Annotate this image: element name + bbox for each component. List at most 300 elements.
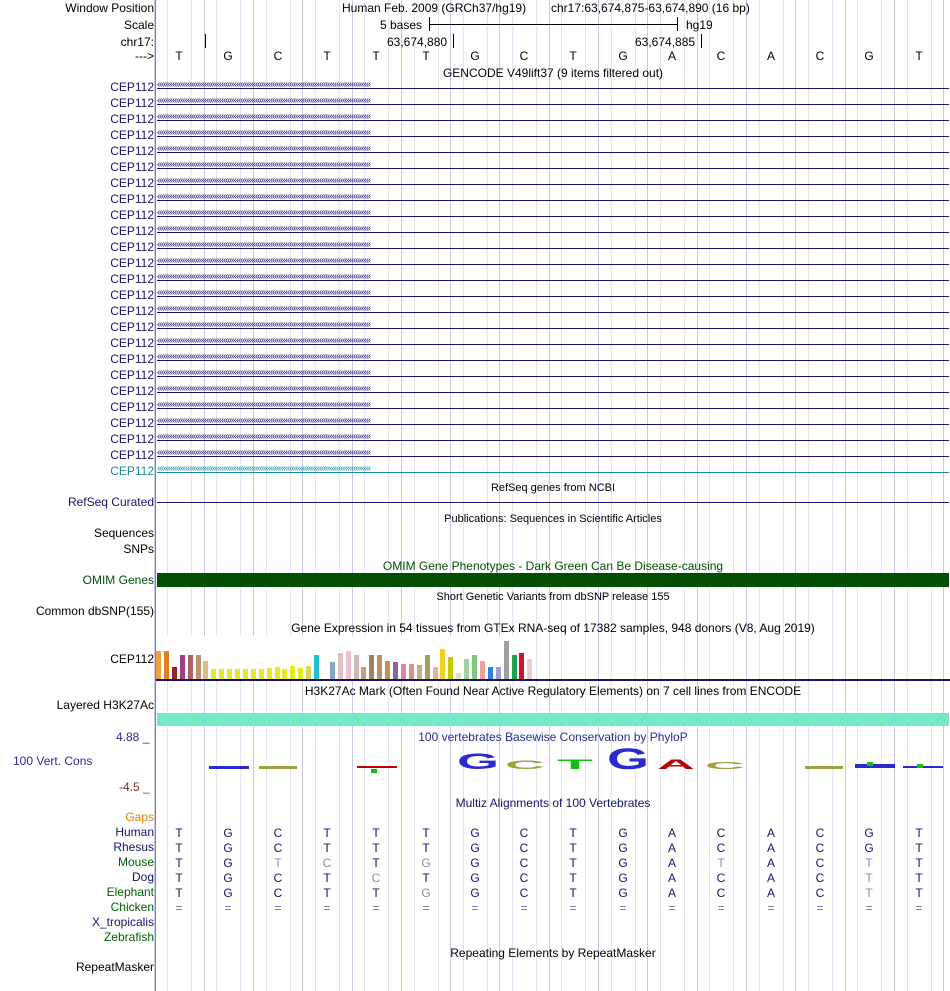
- multiz-base: G: [864, 826, 874, 840]
- gtex-tissue-bar[interactable]: [306, 666, 311, 679]
- multiz-base: G: [223, 871, 233, 885]
- multiz-base: T: [175, 856, 183, 870]
- multiz-species-label[interactable]: Mouse: [117, 855, 154, 869]
- chrom-label: chr17:: [120, 35, 154, 49]
- multiz-base: T: [865, 856, 873, 870]
- gtex-tissue-bar[interactable]: [290, 666, 295, 679]
- gtex-tissue-bar[interactable]: [235, 669, 240, 679]
- multiz-base: C: [322, 856, 332, 870]
- gtex-tissue-bar[interactable]: [282, 669, 287, 679]
- multiz-species-label[interactable]: X_tropicalis: [91, 915, 154, 929]
- gtex-tissue-bar[interactable]: [354, 655, 359, 679]
- multiz-base: G: [223, 841, 233, 855]
- multiz-base: T: [175, 826, 183, 840]
- multiz-base: T: [915, 841, 923, 855]
- gencode-title: GENCODE V49lift37 (9 items filtered out): [442, 66, 664, 80]
- gtex-tissue-bar[interactable]: [417, 665, 422, 679]
- multiz-base: T: [569, 886, 577, 900]
- multiz-base: T: [422, 841, 430, 855]
- gencode-transcript[interactable]: [157, 367, 949, 382]
- db-text: hg19: [686, 18, 713, 32]
- multiz-base: T: [915, 886, 923, 900]
- gencode-transcript[interactable]: [157, 191, 949, 206]
- gtex-tissue-bar[interactable]: [227, 669, 232, 679]
- strand-arrows: ‹‹‹‹‹‹‹‹‹‹‹‹‹‹‹‹‹‹‹‹‹‹‹‹‹‹‹‹‹‹‹‹‹‹‹‹‹‹‹‹‹‹‹‹‹‹‹‹‹‹‹‹‹‹‹‹‹‹‹‹‹‹‹‹‹‹‹‹‹‹‹‹‹‹‹‹‹‹‹‹‹‹‹‹‹‹‹‹‹‹‹‹‹‹‹‹‹‹‹‹: [157, 271, 371, 282]
- multiz-base: C: [815, 871, 825, 885]
- gtex-tissue-bar[interactable]: [211, 669, 216, 679]
- multiz-base: G: [470, 856, 480, 870]
- multiz-base: T: [569, 826, 577, 840]
- multiz-base: C: [716, 886, 726, 900]
- h3k27ac-label[interactable]: Layered H3K27Ac: [56, 698, 154, 712]
- gencode-transcript[interactable]: [157, 223, 949, 238]
- coord-label-2: 63,674,885: [635, 35, 696, 49]
- gencode-transcript[interactable]: [157, 319, 949, 334]
- refseq-line[interactable]: [157, 502, 949, 503]
- gencode-row-label[interactable]: CEP112: [110, 144, 154, 158]
- gencode-row-label[interactable]: CEP112: [110, 288, 154, 302]
- phylop-letter-a: A: [657, 756, 695, 772]
- scale-bar: [430, 24, 677, 25]
- strand-arrows: ‹‹‹‹‹‹‹‹‹‹‹‹‹‹‹‹‹‹‹‹‹‹‹‹‹‹‹‹‹‹‹‹‹‹‹‹‹‹‹‹‹‹‹‹‹‹‹‹‹‹‹‹‹‹‹‹‹‹‹‹‹‹‹‹‹‹‹‹‹‹‹‹‹‹‹‹‹‹‹‹‹‹‹‹‹‹‹‹‹‹‹‹‹‹‹‹‹‹‹‹: [157, 191, 371, 202]
- gencode-row-label[interactable]: CEP112: [110, 352, 154, 366]
- omim-feature-bar[interactable]: [157, 573, 949, 587]
- gencode-row-label[interactable]: CEP112: [110, 192, 154, 206]
- gtex-tissue-bar[interactable]: [314, 655, 319, 679]
- gtex-tissue-bar[interactable]: [361, 667, 366, 679]
- gtex-tissue-bar[interactable]: [464, 659, 469, 679]
- strand-arrows: ‹‹‹‹‹‹‹‹‹‹‹‹‹‹‹‹‹‹‹‹‹‹‹‹‹‹‹‹‹‹‹‹‹‹‹‹‹‹‹‹‹‹‹‹‹‹‹‹‹‹‹‹‹‹‹‹‹‹‹‹‹‹‹‹‹‹‹‹‹‹‹‹‹‹‹‹‹‹‹‹‹‹‹‹‹‹‹‹‹‹‹‹‹‹‹‹‹‹‹‹: [157, 351, 371, 362]
- gencode-row-label[interactable]: CEP112: [110, 272, 154, 286]
- strand-arrows: ‹‹‹‹‹‹‹‹‹‹‹‹‹‹‹‹‹‹‹‹‹‹‹‹‹‹‹‹‹‹‹‹‹‹‹‹‹‹‹‹‹‹‹‹‹‹‹‹‹‹‹‹‹‹‹‹‹‹‹‹‹‹‹‹‹‹‹‹‹‹‹‹‹‹‹‹‹‹‹‹‹‹‹‹‹‹‹‹‹‹‹‹‹‹‹‹‹‹‹‹: [157, 367, 371, 378]
- multiz-base: T: [915, 856, 923, 870]
- gencode-transcript[interactable]: [157, 79, 949, 94]
- gencode-transcript[interactable]: [157, 431, 949, 446]
- multiz-base: C: [716, 826, 726, 840]
- multiz-species-label[interactable]: Dog: [131, 870, 154, 884]
- strand-arrows: ‹‹‹‹‹‹‹‹‹‹‹‹‹‹‹‹‹‹‹‹‹‹‹‹‹‹‹‹‹‹‹‹‹‹‹‹‹‹‹‹‹‹‹‹‹‹‹‹‹‹‹‹‹‹‹‹‹‹‹‹‹‹‹‹‹‹‹‹‹‹‹‹‹‹‹‹‹‹‹‹‹‹‹‹‹‹‹‹‹‹‹‹‹‹‹‹‹‹‹‹: [157, 127, 371, 138]
- gtex-tissue-bar[interactable]: [196, 655, 201, 679]
- multiz-base: =: [619, 901, 627, 915]
- gtex-tissue-bar[interactable]: [346, 651, 351, 679]
- gtex-tissue-bar[interactable]: [298, 668, 303, 679]
- scale-bar-left-tick: [429, 17, 430, 31]
- phylop-letter-t: T: [557, 756, 595, 772]
- multiz-base: T: [865, 886, 873, 900]
- multiz-base: =: [569, 901, 577, 915]
- phylop-mark-c: [259, 766, 297, 769]
- sequence-base: C: [716, 49, 726, 63]
- coord-tick-0: [205, 34, 206, 48]
- multiz-base: T: [175, 871, 183, 885]
- scale-label: Scale: [123, 18, 154, 32]
- phylop-letter-g1: G: [457, 749, 499, 774]
- gencode-transcript[interactable]: [157, 159, 949, 174]
- sequence-base: T: [372, 49, 380, 63]
- gencode-row-label[interactable]: CEP112: [110, 256, 154, 270]
- gtex-bar-chart[interactable]: [156, 636, 536, 679]
- gencode-transcript[interactable]: [157, 399, 949, 414]
- multiz-base: =: [717, 901, 725, 915]
- multiz-base: T: [323, 871, 331, 885]
- strand-arrows: ‹‹‹‹‹‹‹‹‹‹‹‹‹‹‹‹‹‹‹‹‹‹‹‹‹‹‹‹‹‹‹‹‹‹‹‹‹‹‹‹‹‹‹‹‹‹‹‹‹‹‹‹‹‹‹‹‹‹‹‹‹‹‹‹‹‹‹‹‹‹‹‹‹‹‹‹‹‹‹‹‹‹‹‹‹‹‹‹‹‹‹‹‹‹‹‹‹‹‹‹: [157, 223, 371, 234]
- gencode-row-label[interactable]: CEP112: [110, 464, 154, 478]
- scale-text: 5 bases: [380, 18, 423, 32]
- multiz-base: =: [915, 901, 923, 915]
- multiz-base: A: [766, 886, 775, 900]
- gtex-tissue-bar[interactable]: [433, 667, 438, 679]
- sequence-base: T: [175, 49, 183, 63]
- sequence-base: G: [864, 49, 874, 63]
- gencode-transcript[interactable]: [157, 255, 949, 270]
- multiz-base: G: [421, 856, 431, 870]
- multiz-base: C: [273, 826, 283, 840]
- gtex-tissue-bar[interactable]: [519, 653, 524, 679]
- multiz-base: G: [618, 856, 628, 870]
- gencode-row-label[interactable]: CEP112: [110, 176, 154, 190]
- gencode-transcript[interactable]: [157, 271, 949, 286]
- multiz-base: =: [816, 901, 824, 915]
- multiz-base: G: [223, 856, 233, 870]
- gtex-tissue-bar[interactable]: [448, 657, 453, 679]
- phylop-label[interactable]: 100 Vert. Cons: [13, 754, 93, 768]
- gtex-tissue-bar[interactable]: [512, 655, 517, 679]
- phylop-ymax: 4.88 _: [116, 730, 150, 744]
- gtex-tissue-bar[interactable]: [251, 669, 256, 679]
- multiz-base: =: [471, 901, 479, 915]
- publications-title: Publications: Sequences in Scientific Articles: [444, 513, 662, 525]
- gencode-transcript[interactable]: [157, 303, 949, 318]
- multiz-base: T: [422, 826, 430, 840]
- multiz-base: T: [372, 856, 380, 870]
- gtex-tissue-bar[interactable]: [409, 664, 414, 679]
- multiz-base: G: [618, 826, 628, 840]
- sequence-base: C: [519, 49, 529, 63]
- gaps-label[interactable]: Gaps: [125, 810, 154, 824]
- phylop-mark-t5: [917, 764, 923, 768]
- gtex-tissue-bar[interactable]: [527, 659, 532, 679]
- gtex-tissue-bar[interactable]: [504, 641, 509, 679]
- gtex-title: Gene Expression in 54 tissues from GTEx RNA-seq of 17382 samples, 948 donors (V8, Aug 2019): [291, 621, 815, 635]
- gtex-tissue-bar[interactable]: [440, 649, 445, 679]
- gtex-tissue-bar[interactable]: [472, 655, 477, 679]
- sequence-base: G: [618, 49, 628, 63]
- multiz-base: =: [224, 901, 232, 915]
- multiz-species-label[interactable]: Human: [115, 825, 154, 839]
- sequence-base: C: [273, 49, 283, 63]
- gtex-tissue-bar[interactable]: [172, 667, 177, 679]
- snps-label[interactable]: SNPs: [123, 542, 154, 556]
- multiz-base: G: [618, 871, 628, 885]
- multiz-base: A: [667, 886, 676, 900]
- multiz-base: T: [569, 841, 577, 855]
- multiz-species-label[interactable]: Chicken: [110, 900, 154, 914]
- position-text[interactable]: chr17:63,674,875-63,674,890 (16 bp): [551, 1, 750, 15]
- strand-arrows: ‹‹‹‹‹‹‹‹‹‹‹‹‹‹‹‹‹‹‹‹‹‹‹‹‹‹‹‹‹‹‹‹‹‹‹‹‹‹‹‹‹‹‹‹‹‹‹‹‹‹‹‹‹‹‹‹‹‹‹‹‹‹‹‹‹‹‹‹‹‹‹‹‹‹‹‹‹‹‹‹‹‹‹‹‹‹‹‹‹‹‹‹‹‹‹‹‹‹‹‹: [157, 255, 371, 266]
- gtex-tissue-bar[interactable]: [203, 661, 208, 679]
- multiz-base: =: [865, 901, 873, 915]
- strand-arrows: ‹‹‹‹‹‹‹‹‹‹‹‹‹‹‹‹‹‹‹‹‹‹‹‹‹‹‹‹‹‹‹‹‹‹‹‹‹‹‹‹‹‹‹‹‹‹‹‹‹‹‹‹‹‹‹‹‹‹‹‹‹‹‹‹‹‹‹‹‹‹‹‹‹‹‹‹‹‹‹‹‹‹‹‹‹‹‹‹‹‹‹‹‹‹‹‹‹‹‹‹: [157, 207, 371, 218]
- gtex-tissue-bar[interactable]: [267, 668, 272, 679]
- sequence-base: T: [323, 49, 331, 63]
- gencode-transcript[interactable]: [157, 463, 949, 478]
- gtex-tissue-bar[interactable]: [156, 651, 161, 679]
- multiz-base: C: [371, 871, 381, 885]
- gencode-row-label[interactable]: CEP112: [110, 448, 154, 462]
- multiz-base: A: [766, 841, 775, 855]
- phylop-mark-t2: [371, 769, 377, 773]
- multiz-base: C: [273, 886, 283, 900]
- gencode-row-label[interactable]: CEP112: [110, 320, 154, 334]
- gtex-tissue-bar[interactable]: [393, 662, 398, 679]
- gtex-tissue-bar[interactable]: [480, 661, 485, 679]
- multiz-base: T: [274, 856, 282, 870]
- sequence-base: A: [766, 49, 775, 63]
- multiz-base: C: [716, 871, 726, 885]
- sequence-base: T: [915, 49, 923, 63]
- strand-arrows: ‹‹‹‹‹‹‹‹‹‹‹‹‹‹‹‹‹‹‹‹‹‹‹‹‹‹‹‹‹‹‹‹‹‹‹‹‹‹‹‹‹‹‹‹‹‹‹‹‹‹‹‹‹‹‹‹‹‹‹‹‹‹‹‹‹‹‹‹‹‹‹‹‹‹‹‹‹‹‹‹‹‹‹‹‹‹‹‹‹‹‹‹‹‹‹‹‹‹‹‹: [157, 95, 371, 106]
- gencode-transcript[interactable]: [157, 143, 949, 158]
- strand-arrows: ‹‹‹‹‹‹‹‹‹‹‹‹‹‹‹‹‹‹‹‹‹‹‹‹‹‹‹‹‹‹‹‹‹‹‹‹‹‹‹‹‹‹‹‹‹‹‹‹‹‹‹‹‹‹‹‹‹‹‹‹‹‹‹‹‹‹‹‹‹‹‹‹‹‹‹‹‹‹‹‹‹‹‹‹‹‹‹‹‹‹‹‹‹‹‹‹‹‹‹‹: [157, 79, 371, 90]
- multiz-base: G: [470, 886, 480, 900]
- phylop-mark-g: [209, 766, 249, 769]
- strand-arrows: ‹‹‹‹‹‹‹‹‹‹‹‹‹‹‹‹‹‹‹‹‹‹‹‹‹‹‹‹‹‹‹‹‹‹‹‹‹‹‹‹‹‹‹‹‹‹‹‹‹‹‹‹‹‹‹‹‹‹‹‹‹‹‹‹‹‹‹‹‹‹‹‹‹‹‹‹‹‹‹‹‹‹‹‹‹‹‹‹‹‹‹‹‹‹‹‹‹‹‹‹: [157, 383, 371, 394]
- strand-arrows: ‹‹‹‹‹‹‹‹‹‹‹‹‹‹‹‹‹‹‹‹‹‹‹‹‹‹‹‹‹‹‹‹‹‹‹‹‹‹‹‹‹‹‹‹‹‹‹‹‹‹‹‹‹‹‹‹‹‹‹‹‹‹‹‹‹‹‹‹‹‹‹‹‹‹‹‹‹‹‹‹‹‹‹‹‹‹‹‹‹‹‹‹‹‹‹‹‹‹‹‹: [157, 463, 371, 474]
- gencode-row-label[interactable]: CEP112: [110, 240, 154, 254]
- multiz-base: C: [519, 871, 529, 885]
- coord-tick-1: [453, 34, 454, 48]
- multiz-base: C: [519, 886, 529, 900]
- multiz-species-label[interactable]: Rhesus: [113, 840, 154, 854]
- phylop-mark-c3: [805, 766, 843, 769]
- label-divider: [155, 0, 156, 991]
- multiz-base: =: [422, 901, 430, 915]
- multiz-base: =: [323, 901, 331, 915]
- gencode-transcript[interactable]: [157, 95, 949, 110]
- scale-bar-right-tick: [677, 17, 678, 31]
- strand-arrows: ‹‹‹‹‹‹‹‹‹‹‹‹‹‹‹‹‹‹‹‹‹‹‹‹‹‹‹‹‹‹‹‹‹‹‹‹‹‹‹‹‹‹‹‹‹‹‹‹‹‹‹‹‹‹‹‹‹‹‹‹‹‹‹‹‹‹‹‹‹‹‹‹‹‹‹‹‹‹‹‹‹‹‹‹‹‹‹‹‹‹‹‹‹‹‹‹‹‹‹‹: [157, 159, 371, 170]
- strand-arrows: ‹‹‹‹‹‹‹‹‹‹‹‹‹‹‹‹‹‹‹‹‹‹‹‹‹‹‹‹‹‹‹‹‹‹‹‹‹‹‹‹‹‹‹‹‹‹‹‹‹‹‹‹‹‹‹‹‹‹‹‹‹‹‹‹‹‹‹‹‹‹‹‹‹‹‹‹‹‹‹‹‹‹‹‹‹‹‹‹‹‹‹‹‹‹‹‹‹‹‹‹: [157, 335, 371, 346]
- gtex-tissue-bar[interactable]: [219, 669, 224, 679]
- multiz-base: G: [470, 841, 480, 855]
- sequence-base: G: [223, 49, 233, 63]
- multiz-base: C: [815, 886, 825, 900]
- gencode-transcript[interactable]: [157, 335, 949, 350]
- h3k27ac-signal-bar[interactable]: [157, 713, 949, 726]
- gencode-transcript[interactable]: [157, 287, 949, 302]
- phylop-letter-c1: C: [505, 758, 547, 772]
- multiz-species-label[interactable]: Elephant: [106, 885, 154, 899]
- multiz-base: C: [815, 841, 825, 855]
- strand-arrows: ‹‹‹‹‹‹‹‹‹‹‹‹‹‹‹‹‹‹‹‹‹‹‹‹‹‹‹‹‹‹‹‹‹‹‹‹‹‹‹‹‹‹‹‹‹‹‹‹‹‹‹‹‹‹‹‹‹‹‹‹‹‹‹‹‹‹‹‹‹‹‹‹‹‹‹‹‹‹‹‹‹‹‹‹‹‹‹‹‹‹‹‹‹‹‹‹‹‹‹‹: [157, 111, 371, 122]
- omim-label[interactable]: OMIM Genes: [82, 573, 154, 587]
- gencode-row-label[interactable]: CEP112: [110, 112, 154, 126]
- multiz-base: T: [569, 871, 577, 885]
- multiz-base: G: [618, 841, 628, 855]
- multiz-base: G: [618, 886, 628, 900]
- gtex-tissue-bar[interactable]: [243, 669, 248, 679]
- strand-arrows: ‹‹‹‹‹‹‹‹‹‹‹‹‹‹‹‹‹‹‹‹‹‹‹‹‹‹‹‹‹‹‹‹‹‹‹‹‹‹‹‹‹‹‹‹‹‹‹‹‹‹‹‹‹‹‹‹‹‹‹‹‹‹‹‹‹‹‹‹‹‹‹‹‹‹‹‹‹‹‹‹‹‹‹‹‹‹‹‹‹‹‹‹‹‹‹‹‹‹‹‹: [157, 319, 371, 330]
- strand-arrows: ‹‹‹‹‹‹‹‹‹‹‹‹‹‹‹‹‹‹‹‹‹‹‹‹‹‹‹‹‹‹‹‹‹‹‹‹‹‹‹‹‹‹‹‹‹‹‹‹‹‹‹‹‹‹‹‹‹‹‹‹‹‹‹‹‹‹‹‹‹‹‹‹‹‹‹‹‹‹‹‹‹‹‹‹‹‹‹‹‹‹‹‹‹‹‹‹‹‹‹‹: [157, 399, 371, 410]
- gencode-row-label[interactable]: CEP112: [110, 128, 154, 142]
- multiz-base: T: [915, 871, 923, 885]
- refseq-title: RefSeq genes from NCBI: [490, 482, 616, 494]
- repeatmasker-label[interactable]: RepeatMasker: [75, 960, 154, 974]
- sequence-base: A: [667, 49, 676, 63]
- coord-label-1: 63,674,880: [387, 35, 448, 49]
- phylop-letter-g2: G: [607, 744, 649, 776]
- multiz-base: A: [766, 856, 775, 870]
- multiz-base: A: [766, 826, 775, 840]
- gencode-transcript[interactable]: [157, 447, 949, 462]
- multiz-base: T: [323, 841, 331, 855]
- refseq-label[interactable]: RefSeq Curated: [67, 495, 154, 509]
- omim-title: OMIM Gene Phenotypes - Dark Green Can Be Disease-causing: [382, 559, 724, 573]
- gtex-tissue-bar[interactable]: [164, 651, 169, 679]
- multiz-base: T: [717, 856, 725, 870]
- phylop-mark-t: [357, 766, 397, 768]
- multiz-base: =: [668, 901, 676, 915]
- gencode-row-label[interactable]: CEP112: [110, 384, 154, 398]
- gencode-row-label[interactable]: CEP112: [110, 304, 154, 318]
- multiz-base: C: [716, 841, 726, 855]
- strand-arrows: ‹‹‹‹‹‹‹‹‹‹‹‹‹‹‹‹‹‹‹‹‹‹‹‹‹‹‹‹‹‹‹‹‹‹‹‹‹‹‹‹‹‹‹‹‹‹‹‹‹‹‹‹‹‹‹‹‹‹‹‹‹‹‹‹‹‹‹‹‹‹‹‹‹‹‹‹‹‹‹‹‹‹‹‹‹‹‹‹‹‹‹‹‹‹‹‹‹‹‹‹: [157, 303, 371, 314]
- strand-arrows: ‹‹‹‹‹‹‹‹‹‹‹‹‹‹‹‹‹‹‹‹‹‹‹‹‹‹‹‹‹‹‹‹‹‹‹‹‹‹‹‹‹‹‹‹‹‹‹‹‹‹‹‹‹‹‹‹‹‹‹‹‹‹‹‹‹‹‹‹‹‹‹‹‹‹‹‹‹‹‹‹‹‹‹‹‹‹‹‹‹‹‹‹‹‹‹‹‹‹‹‹: [157, 143, 371, 154]
- sequence-base: T: [569, 49, 577, 63]
- multiz-base: T: [323, 826, 331, 840]
- multiz-base: T: [323, 886, 331, 900]
- gencode-row-label[interactable]: CEP112: [110, 96, 154, 110]
- multiz-base: T: [175, 841, 183, 855]
- gtex-label[interactable]: CEP112: [110, 652, 154, 666]
- multiz-base: G: [223, 886, 233, 900]
- multiz-base: C: [519, 841, 529, 855]
- sequence-base: G: [470, 49, 480, 63]
- gencode-transcript[interactable]: [157, 127, 949, 142]
- sequence-base: T: [422, 49, 430, 63]
- multiz-base: C: [519, 856, 529, 870]
- gencode-transcript[interactable]: [157, 415, 949, 430]
- dbsnp-title: Short Genetic Variants from dbSNP release 155: [436, 591, 670, 603]
- multiz-base: T: [372, 886, 380, 900]
- multiz-base: C: [815, 856, 825, 870]
- gtex-tissue-bar[interactable]: [385, 661, 390, 679]
- gtex-tissue-bar[interactable]: [377, 655, 382, 679]
- multiz-base: T: [372, 841, 380, 855]
- strand-arrows: ‹‹‹‹‹‹‹‹‹‹‹‹‹‹‹‹‹‹‹‹‹‹‹‹‹‹‹‹‹‹‹‹‹‹‹‹‹‹‹‹‹‹‹‹‹‹‹‹‹‹‹‹‹‹‹‹‹‹‹‹‹‹‹‹‹‹‹‹‹‹‹‹‹‹‹‹‹‹‹‹‹‹‹‹‹‹‹‹‹‹‹‹‹‹‹‹‹‹‹‹: [157, 415, 371, 426]
- gencode-row-label[interactable]: CEP112: [110, 368, 154, 382]
- multiz-base: =: [520, 901, 528, 915]
- gtex-tissue-bar[interactable]: [259, 669, 264, 679]
- gencode-row-label[interactable]: CEP112: [110, 400, 154, 414]
- gencode-row-label[interactable]: CEP112: [110, 432, 154, 446]
- gtex-tissue-bar[interactable]: [275, 667, 280, 679]
- repeatmasker-title: Repeating Elements by RepeatMasker: [450, 946, 656, 960]
- multiz-base: A: [667, 826, 676, 840]
- multiz-base: G: [864, 841, 874, 855]
- gtex-tissue-bar[interactable]: [188, 655, 193, 679]
- multiz-base: =: [175, 901, 183, 915]
- multiz-base: T: [569, 856, 577, 870]
- multiz-base: G: [421, 886, 431, 900]
- multiz-base: A: [766, 871, 775, 885]
- multiz-title: Multiz Alignments of 100 Vertebrates: [455, 796, 651, 810]
- phylop-mark-t3: [867, 762, 873, 766]
- gencode-row-label[interactable]: CEP112: [110, 80, 154, 94]
- phylop-title: 100 vertebrates Basewise Conservation by PhyloP: [418, 730, 688, 744]
- window-position-label: Window Position: [65, 1, 154, 15]
- gencode-transcript[interactable]: [157, 383, 949, 398]
- gtex-tissue-bar[interactable]: [425, 655, 430, 679]
- multiz-base: G: [223, 826, 233, 840]
- h3k27ac-title: H3K27Ac Mark (Often Found Near Active Regulatory Elements) on 7 cell lines from ENCODE: [304, 684, 802, 698]
- coord-tick-2: [701, 34, 702, 48]
- multiz-base: G: [470, 826, 480, 840]
- phylop-logo[interactable]: [157, 744, 949, 776]
- gencode-row-label[interactable]: CEP112: [110, 224, 154, 238]
- multiz-base: =: [274, 901, 282, 915]
- gencode-row-label[interactable]: CEP112: [110, 416, 154, 430]
- phylop-mark-g3: [855, 764, 895, 768]
- strand-arrows: ‹‹‹‹‹‹‹‹‹‹‹‹‹‹‹‹‹‹‹‹‹‹‹‹‹‹‹‹‹‹‹‹‹‹‹‹‹‹‹‹‹‹‹‹‹‹‹‹‹‹‹‹‹‹‹‹‹‹‹‹‹‹‹‹‹‹‹‹‹‹‹‹‹‹‹‹‹‹‹‹‹‹‹‹‹‹‹‹‹‹‹‹‹‹‹‹‹‹‹‹: [157, 287, 371, 298]
- gencode-row-label[interactable]: CEP112: [110, 208, 154, 222]
- multiz-base: A: [667, 841, 676, 855]
- sequence-base: C: [815, 49, 825, 63]
- multiz-base: A: [667, 871, 676, 885]
- strand-label: --->: [135, 49, 154, 63]
- multiz-base: C: [519, 826, 529, 840]
- multiz-base: C: [273, 841, 283, 855]
- multiz-base: A: [667, 856, 676, 870]
- phylop-letter-c2: C: [705, 761, 745, 772]
- gencode-transcript[interactable]: [157, 111, 949, 126]
- multiz-base: C: [815, 826, 825, 840]
- multiz-base: T: [865, 871, 873, 885]
- gtex-tissue-bar[interactable]: [369, 655, 374, 679]
- multiz-base: =: [767, 901, 775, 915]
- strand-arrows: ‹‹‹‹‹‹‹‹‹‹‹‹‹‹‹‹‹‹‹‹‹‹‹‹‹‹‹‹‹‹‹‹‹‹‹‹‹‹‹‹‹‹‹‹‹‹‹‹‹‹‹‹‹‹‹‹‹‹‹‹‹‹‹‹‹‹‹‹‹‹‹‹‹‹‹‹‹‹‹‹‹‹‹‹‹‹‹‹‹‹‹‹‹‹‹‹‹‹‹‹: [157, 447, 371, 458]
- gtex-tissue-bar[interactable]: [330, 662, 335, 679]
- gencode-transcript[interactable]: [157, 175, 949, 190]
- multiz-base: C: [273, 871, 283, 885]
- multiz-base: =: [372, 901, 380, 915]
- multiz-species-label[interactable]: Zebrafish: [103, 930, 154, 944]
- strand-arrows: ‹‹‹‹‹‹‹‹‹‹‹‹‹‹‹‹‹‹‹‹‹‹‹‹‹‹‹‹‹‹‹‹‹‹‹‹‹‹‹‹‹‹‹‹‹‹‹‹‹‹‹‹‹‹‹‹‹‹‹‹‹‹‹‹‹‹‹‹‹‹‹‹‹‹‹‹‹‹‹‹‹‹‹‹‹‹‹‹‹‹‹‹‹‹‹‹‹‹‹‹: [157, 175, 371, 186]
- gtex-tissue-bar[interactable]: [180, 655, 185, 679]
- strand-arrows: ‹‹‹‹‹‹‹‹‹‹‹‹‹‹‹‹‹‹‹‹‹‹‹‹‹‹‹‹‹‹‹‹‹‹‹‹‹‹‹‹‹‹‹‹‹‹‹‹‹‹‹‹‹‹‹‹‹‹‹‹‹‹‹‹‹‹‹‹‹‹‹‹‹‹‹‹‹‹‹‹‹‹‹‹‹‹‹‹‹‹‹‹‹‹‹‹‹‹‹‹: [157, 431, 371, 442]
- gtex-tissue-bar[interactable]: [496, 667, 501, 679]
- gtex-baseline: [156, 679, 950, 681]
- assembly-text[interactable]: Human Feb. 2009 (GRCh37/hg19): [342, 1, 527, 15]
- gencode-row-label[interactable]: CEP112: [110, 160, 154, 174]
- multiz-base: G: [470, 871, 480, 885]
- gencode-transcript[interactable]: [157, 351, 949, 366]
- gtex-tissue-bar[interactable]: [488, 667, 493, 679]
- gencode-transcript[interactable]: [157, 239, 949, 254]
- gtex-tissue-bar[interactable]: [338, 653, 343, 679]
- gtex-tissue-bar[interactable]: [401, 664, 406, 679]
- gencode-transcript[interactable]: [157, 207, 949, 222]
- multiz-base: T: [372, 826, 380, 840]
- strand-arrows: ‹‹‹‹‹‹‹‹‹‹‹‹‹‹‹‹‹‹‹‹‹‹‹‹‹‹‹‹‹‹‹‹‹‹‹‹‹‹‹‹‹‹‹‹‹‹‹‹‹‹‹‹‹‹‹‹‹‹‹‹‹‹‹‹‹‹‹‹‹‹‹‹‹‹‹‹‹‹‹‹‹‹‹‹‹‹‹‹‹‹‹‹‹‹‹‹‹‹‹‹: [157, 239, 371, 250]
- multiz-base: T: [422, 871, 430, 885]
- sequences-label[interactable]: Sequences: [93, 526, 154, 540]
- multiz-base: T: [915, 826, 923, 840]
- dbsnp-label[interactable]: Common dbSNP(155): [35, 604, 154, 618]
- gencode-row-label[interactable]: CEP112: [110, 336, 154, 350]
- multiz-base: T: [175, 886, 183, 900]
- phylop-ymin: -4.5 _: [119, 780, 150, 794]
